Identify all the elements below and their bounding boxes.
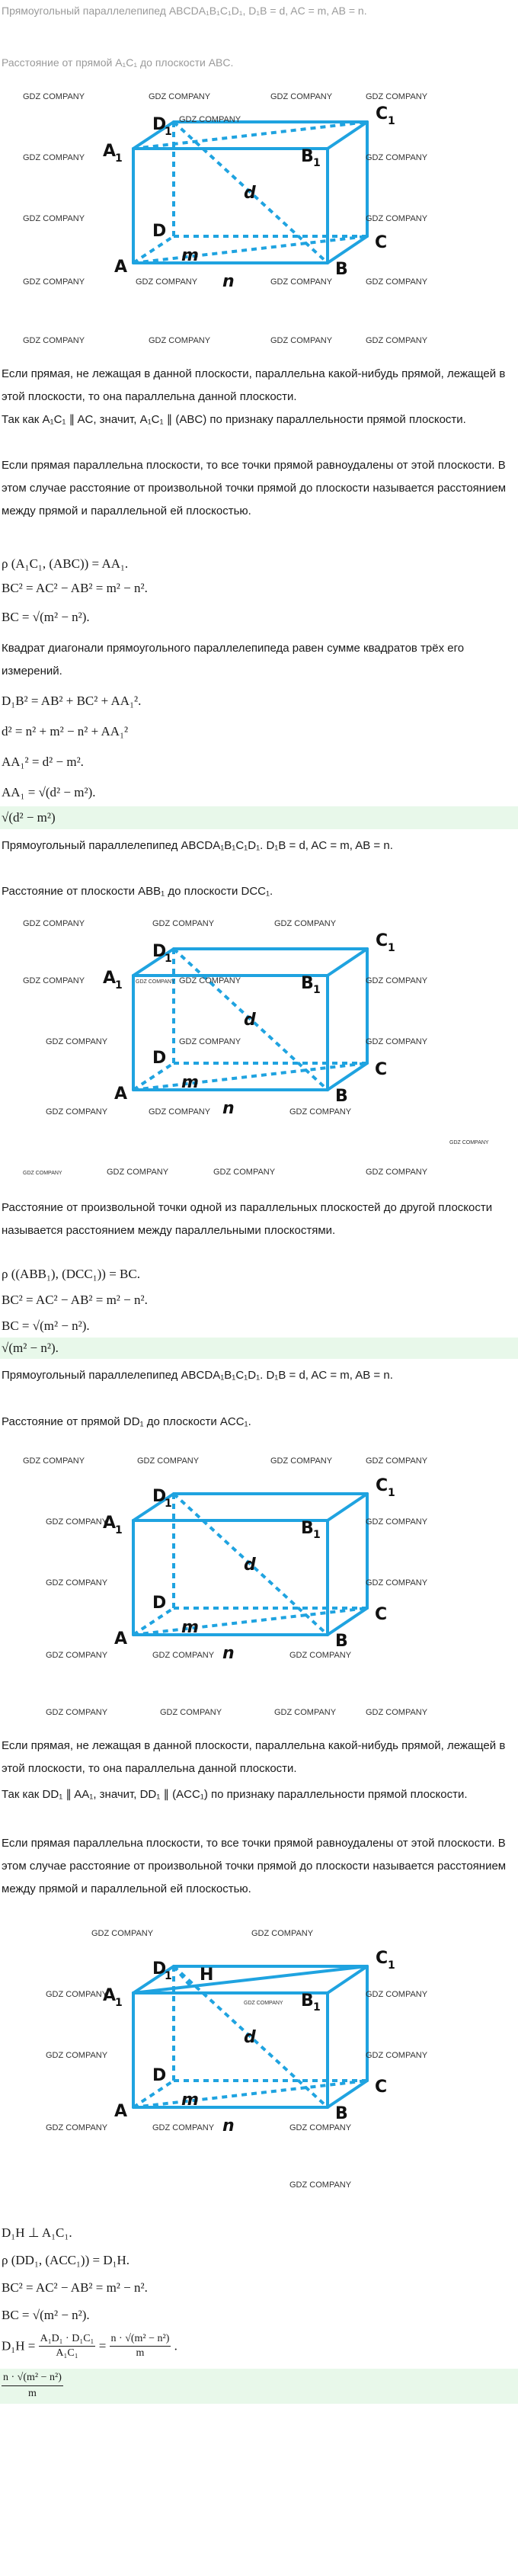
svg-text:GDZ COMPANY: GDZ COMPANY — [270, 92, 333, 101]
svg-text:GDZ COMPANY: GDZ COMPANY — [46, 1990, 108, 1999]
svg-text:GDZ COMPANY: GDZ COMPANY — [46, 1517, 108, 1527]
parallelepiped-diagram-1 — [0, 91, 518, 366]
svg-text:D: D — [152, 1487, 167, 1506]
label-A1: A — [103, 142, 117, 161]
svg-text:GDZ COMPANY: GDZ COMPANY — [149, 92, 211, 101]
svg-text:GDZ COMPANY: GDZ COMPANY — [23, 153, 85, 162]
svg-text:GDZ COMPANY: GDZ COMPANY — [274, 919, 337, 928]
section2-f2: BC² = AC² − AB² = m² − n². — [2, 1293, 148, 1307]
section3-p1: Если прямая, не лежащая в данной плоскости, параллельна какой-нибудь прямой, лежащей в этой плоскости, то она параллельна данной плоскости. — [2, 1739, 506, 1775]
label-B1: B — [301, 147, 314, 166]
svg-text:GDZ COMPANY: GDZ COMPANY — [289, 1651, 352, 1660]
section1-f3: BC = √(m² − n²). — [2, 610, 90, 624]
svg-text:1: 1 — [388, 942, 395, 954]
svg-text:GDZ COMPANY: GDZ COMPANY — [152, 2123, 215, 2132]
svg-text:d: d — [244, 2028, 256, 2047]
svg-text:D: D — [152, 1049, 167, 1068]
section1-answer: √(d² − m²) — [0, 806, 518, 829]
svg-text:GDZ COMPANY: GDZ COMPANY — [289, 1107, 352, 1117]
svg-text:GDZ COMPANY: GDZ COMPANY — [136, 277, 198, 287]
svg-text:GDZ COMPANY: GDZ COMPANY — [251, 1929, 314, 1938]
svg-text:GDZ COMPANY: GDZ COMPANY — [366, 153, 428, 162]
svg-text:1: 1 — [165, 953, 172, 965]
svg-text:C: C — [375, 1605, 388, 1624]
svg-text:m: m — [181, 1618, 199, 1637]
section1-f2: BC² = AC² − AB² = m² − n². — [2, 581, 148, 595]
svg-text:GDZ COMPANY: GDZ COMPANY — [160, 1708, 222, 1717]
section3-answer: $\frac{\text{n · √(m² − n²)}}{m}$ — [0, 2369, 518, 2404]
svg-text:1: 1 — [313, 157, 321, 169]
svg-text:D: D — [152, 2066, 167, 2085]
section1-title: Прямоугольный параллелепипед ABCDA₁B₁C₁D₁, D₁B = d, AC = m, AB = n. — [2, 5, 367, 17]
svg-text:GDZ COMPANY: GDZ COMPANY — [179, 1037, 241, 1046]
section3-f4: BC = √(m² − n²). — [2, 2308, 90, 2322]
svg-text:GDZ COMPANY: GDZ COMPANY — [366, 1456, 428, 1466]
svg-text:B: B — [301, 1519, 314, 1538]
svg-text:GDZ COMPANY: GDZ COMPANY — [213, 1168, 276, 1177]
section3-f1: D₁H ⊥ A₁C₁. — [2, 2225, 72, 2240]
svg-text:1: 1 — [388, 1959, 395, 1972]
svg-text:D: D — [152, 1594, 167, 1613]
svg-text:GDZ COMPANY: GDZ COMPANY — [23, 214, 85, 223]
svg-text:A: A — [114, 1629, 128, 1648]
svg-text:GDZ COMPANY: GDZ COMPANY — [366, 1990, 428, 1999]
section2-f3: BC = √(m² − n²). — [2, 1318, 90, 1333]
section2-title: Прямоугольный параллелепипед ABCDA₁B₁C₁D₁. D₁B = d, AC = m, AB = n. — [2, 839, 393, 852]
section2-p1: Расстояние от произвольной точки одной из параллельных плоскостей до другой плоскости называется расстоянием между параллельными плоскостями. — [2, 1201, 493, 1237]
svg-text:GDZ COMPANY: GDZ COMPANY — [366, 976, 428, 985]
figure-3 — [0, 1448, 518, 1730]
svg-text:GDZ COMPANY: GDZ COMPANY — [23, 277, 85, 287]
svg-text:GDZ COMPANY: GDZ COMPANY — [366, 1168, 428, 1177]
svg-text:GDZ COMPANY: GDZ COMPANY — [23, 336, 85, 345]
svg-text:GDZ COMPANY: GDZ COMPANY — [137, 1456, 200, 1466]
svg-text:D: D — [152, 942, 167, 961]
svg-text:GDZ COMPANY: GDZ COMPANY — [107, 1168, 169, 1177]
svg-text:m: m — [181, 2091, 199, 2110]
svg-text:GDZ COMPANY: GDZ COMPANY — [149, 1107, 211, 1117]
svg-text:C: C — [375, 2078, 388, 2097]
section1-f6: AA₁² = d² − m². — [2, 755, 84, 769]
figure-2 — [0, 918, 518, 1193]
svg-text:GDZ COMPANY: GDZ COMPANY — [449, 1140, 489, 1145]
label-H: H — [200, 1966, 214, 1985]
svg-text:1: 1 — [388, 115, 395, 127]
svg-text:GDZ COMPANY: GDZ COMPANY — [46, 1037, 108, 1046]
section1-p3: Если прямая параллельна плоскости, то все точки прямой равноудалены от этой плоскости. В этом случае расстояние от произвольной точки прямой до плоскости называется расстоянием между прямой и параллельной ей плоскостью. — [2, 459, 507, 517]
svg-text:1: 1 — [115, 979, 123, 992]
svg-text:GDZ COMPANY: GDZ COMPANY — [136, 979, 175, 985]
label-A: A — [114, 258, 128, 277]
section3-f5: D₁H = $\frac{\text{A₁D₁ · D₁C₁}}{\text{A₁C₁}}$ = $\frac{\text{n · √(m² − n²)}}{m}$ . — [2, 2333, 177, 2359]
svg-text:GDZ COMPANY: GDZ COMPANY — [23, 976, 85, 985]
svg-text:B: B — [335, 2104, 348, 2123]
svg-text:d: d — [244, 1556, 256, 1575]
label-C1: C — [376, 104, 388, 123]
section1-p1: Если прямая, не лежащая в данной плоскости, параллельна какой-нибудь прямой, лежащей в этой плоскости, то она параллельна данной плоскости. — [2, 367, 506, 403]
parallelepiped-diagram-4 — [0, 1921, 518, 2210]
section3-f2: ρ (DD₁, (ACC₁)) = D₁H. — [2, 2253, 130, 2267]
svg-text:GDZ COMPANY: GDZ COMPANY — [152, 1651, 215, 1660]
svg-text:GDZ COMPANY: GDZ COMPANY — [46, 1107, 108, 1117]
svg-text:A: A — [103, 1986, 117, 2005]
svg-text:GDZ COMPANY: GDZ COMPANY — [23, 1456, 85, 1466]
section1-f1: ρ (A₁C₁, (ABC)) = AA₁. — [2, 556, 129, 571]
label-C: C — [375, 233, 388, 252]
svg-text:GDZ COMPANY: GDZ COMPANY — [270, 277, 333, 287]
section1-p4: Квадрат диагонали прямоугольного параллелепипеда равен сумме квадратов трёх его измерений. — [2, 642, 465, 678]
section3-p3: Если прямая параллельна плоскости, то все точки прямой равноудалены от этой плоскости. В этом случае расстояние от произвольной точки прямой до плоскости называется расстоянием между прямой и параллельной ей плоскостью. — [2, 1837, 507, 1895]
svg-text:1: 1 — [313, 984, 321, 996]
section1-f5: d² = n² + m² − n² + AA₁² — [2, 724, 129, 739]
svg-text:GDZ COMPANY: GDZ COMPANY — [366, 1517, 428, 1527]
section1-f7: AA₁ = √(d² − m²). — [2, 785, 96, 799]
parallelepiped-diagram-2 — [0, 918, 518, 1193]
svg-text:GDZ COMPANY: GDZ COMPANY — [46, 1708, 108, 1717]
svg-text:1: 1 — [313, 2001, 321, 2014]
svg-text:GDZ COMPANY: GDZ COMPANY — [366, 1708, 428, 1717]
svg-text:m: m — [181, 1073, 199, 1092]
svg-text:GDZ COMPANY: GDZ COMPANY — [46, 1578, 108, 1588]
svg-text:d: d — [244, 1011, 256, 1030]
svg-text:GDZ COMPANY: GDZ COMPANY — [366, 1578, 428, 1588]
section1-f4: D₁B² = AB² + BC² + AA₁². — [2, 694, 142, 708]
section3-title: Прямоугольный параллелепипед ABCDA₁B₁C₁D₁. D₁B = d, AC = m, AB = n. — [2, 1369, 393, 1382]
section1-question: Расстояние от прямой A₁C₁ до плоскости ABC. — [2, 56, 234, 69]
section3-question: Расстояние от прямой DD₁ до плоскости ACC₁. — [2, 1415, 251, 1428]
svg-text:A: A — [103, 969, 117, 988]
svg-text:A: A — [114, 1085, 128, 1104]
svg-text:GDZ COMPANY: GDZ COMPANY — [274, 1708, 337, 1717]
svg-text:GDZ COMPANY: GDZ COMPANY — [244, 2001, 283, 2006]
label-d: d — [244, 184, 256, 203]
svg-text:GDZ COMPANY: GDZ COMPANY — [91, 1929, 154, 1938]
svg-text:B: B — [335, 1087, 348, 1106]
svg-text:B: B — [335, 1632, 348, 1651]
svg-text:1: 1 — [313, 1529, 321, 1541]
svg-text:C: C — [376, 1476, 388, 1495]
section1-p2: Так как A₁C₁ ∥ AC, значит, A₁C₁ ∥ (ABC) по признаку параллельности прямой плоскости. — [2, 413, 466, 426]
parallelepiped-diagram-3 — [0, 1448, 518, 1730]
svg-text:GDZ COMPANY: GDZ COMPANY — [179, 115, 241, 124]
svg-text:GDZ COMPANY: GDZ COMPANY — [46, 1651, 108, 1660]
svg-text:GDZ COMPANY: GDZ COMPANY — [366, 336, 428, 345]
svg-text:n: n — [222, 1099, 235, 1118]
svg-text:GDZ COMPANY: GDZ COMPANY — [366, 214, 428, 223]
svg-text:GDZ COMPANY: GDZ COMPANY — [46, 2051, 108, 2060]
svg-text:GDZ COMPANY: GDZ COMPANY — [179, 976, 241, 985]
svg-text:n: n — [222, 1644, 235, 1663]
section2-f1: ρ ((ABB₁), (DCC₁)) = BC. — [2, 1267, 140, 1281]
svg-text:C: C — [375, 1060, 388, 1079]
svg-text:GDZ COMPANY: GDZ COMPANY — [270, 1456, 333, 1466]
svg-text:1: 1 — [165, 1970, 172, 1982]
svg-text:1: 1 — [165, 126, 172, 138]
svg-text:GDZ COMPANY: GDZ COMPANY — [289, 2180, 352, 2190]
svg-text:GDZ COMPANY: GDZ COMPANY — [366, 92, 428, 101]
svg-text:1: 1 — [115, 1524, 123, 1536]
svg-text:A: A — [103, 1514, 117, 1533]
svg-text:B: B — [301, 1991, 314, 2010]
svg-text:GDZ COMPANY: GDZ COMPANY — [23, 919, 85, 928]
svg-text:GDZ COMPANY: GDZ COMPANY — [270, 336, 333, 345]
svg-text:D: D — [152, 1959, 167, 1978]
label-B: B — [335, 260, 348, 279]
svg-text:1: 1 — [115, 152, 123, 165]
svg-text:B: B — [301, 974, 314, 993]
svg-text:GDZ COMPANY: GDZ COMPANY — [23, 1171, 62, 1176]
label-n: n — [222, 272, 235, 291]
svg-text:n: n — [222, 2116, 235, 2135]
svg-text:1: 1 — [115, 1997, 123, 2009]
figure-4 — [0, 1921, 518, 2210]
label-D: D — [152, 222, 167, 241]
section2-question: Расстояние от плоскости ABB₁ до плоскости DCC₁. — [2, 885, 273, 898]
svg-text:1: 1 — [388, 1487, 395, 1499]
svg-text:GDZ COMPANY: GDZ COMPANY — [289, 2123, 352, 2132]
section3-f3: BC² = AC² − AB² = m² − n². — [2, 2280, 148, 2295]
section2-answer: √(m² − n²). — [0, 1338, 518, 1359]
svg-text:GDZ COMPANY: GDZ COMPANY — [46, 2123, 108, 2132]
svg-text:GDZ COMPANY: GDZ COMPANY — [149, 336, 211, 345]
svg-text:A: A — [114, 2102, 128, 2121]
svg-text:GDZ COMPANY: GDZ COMPANY — [152, 919, 215, 928]
svg-text:GDZ COMPANY: GDZ COMPANY — [366, 2051, 428, 2060]
svg-text:1: 1 — [165, 1498, 172, 1510]
svg-text:C: C — [376, 931, 388, 950]
svg-text:GDZ COMPANY: GDZ COMPANY — [366, 1037, 428, 1046]
label-D1: D — [152, 115, 167, 134]
svg-text:GDZ COMPANY: GDZ COMPANY — [366, 277, 428, 287]
svg-text:GDZ COMPANY: GDZ COMPANY — [23, 92, 85, 101]
section3-p2: Так как DD₁ ∥ AA₁, значит, DD₁ ∥ (ACC₁) по признаку параллельности прямой плоскости. — [2, 1788, 468, 1801]
label-m: m — [181, 246, 199, 265]
svg-text:C: C — [376, 1949, 388, 1968]
figure-1 — [0, 91, 518, 366]
